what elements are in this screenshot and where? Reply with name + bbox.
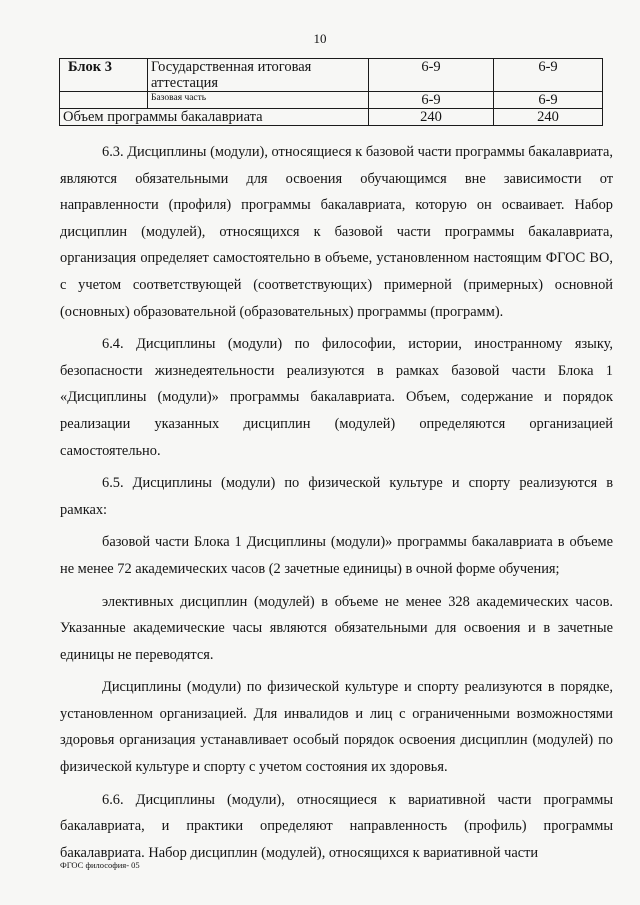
total-credits-cell: 240 — [369, 109, 494, 126]
paragraph-6-5-elective: элективных дисциплин (модулей) в объеме не менее 328 академических часов. Указанные академические часы являются обязательными для освоения и в зачетные единицы не переводятся. — [60, 593, 613, 663]
paragraph-6-4: 6.4. Дисциплины (модули) по философии, истории, иностранному языку, безопасности жизнедеятельности реализуются в рамках базовой части Блока 1 «Дисциплины (модули)» программы бакалавриата. Объем, содержание и порядок реализации указанных дисциплин (модулей) определяются организацией самостоятельно. — [60, 336, 613, 459]
block-cell: Блок 3 — [60, 59, 148, 92]
table-row — [60, 59, 603, 92]
block-name-cell: Базовая часть — [148, 92, 369, 109]
paragraph-6-3: 6.3. Дисциплины (модули), относящиеся к базовой части программы бакалавриата, являются обязательными для освоения обучающимся вне зависимости от направленности (профиля) программы бакалавриата, которую он осваивает. Набор дисциплин (модулей), относящихся к базовой части программы бакалавриата, организация определяет самостоятельно в объеме, установленном настоящим ФГОС ВО, с учетом соответствующей (соответствующих) примерной (примерных) основной (основных) образовательной (образовательных) программы (программ). — [60, 144, 613, 320]
credits-cell: 6-9 — [494, 59, 603, 92]
credits-cell: 6-9 — [369, 92, 494, 109]
block-cell — [60, 92, 148, 109]
document-body — [60, 139, 613, 866]
credits-table — [59, 58, 603, 126]
credits-cell: 6-9 — [494, 92, 603, 109]
table-total-row — [60, 109, 603, 126]
footer-note: ФГОС философия- 05 — [60, 860, 140, 870]
block-name-cell: Государственная итоговая аттестация — [148, 59, 369, 92]
paragraph-6-5-basic: базовой части Блока 1 Дисциплины (модули)» программы бакалавриата в объеме не менее 72 академических часов (2 зачетные единицы) в очной форме обучения; — [60, 534, 613, 577]
total-label-cell: Объем программы бакалавриата — [60, 109, 369, 126]
paragraph-6-5: 6.5. Дисциплины (модули) по физической культуре и спорту реализуются в рамках: — [60, 475, 613, 518]
table-row — [60, 92, 603, 109]
credits-cell: 6-9 — [369, 59, 494, 92]
paragraph-6-6: 6.6. Дисциплины (модули), относящиеся к вариативной части программы бакалавриата, и практики определяют направленность (профиль) программы бакалавриата. Набор дисциплин (модулей), относящихся к вариативной части — [60, 791, 613, 861]
paragraph-6-5-order: Дисциплины (модули) по физической культуре и спорту реализуются в порядке, установленном организацией. Для инвалидов и лиц с ограниченными возможностями здоровья организация устанавливает особый порядок освоения дисциплин (модулей) по физической культуре и спорту с учетом состояния их здоровья. — [60, 679, 613, 776]
page-number: 10 — [313, 31, 327, 46]
total-credits-cell: 240 — [494, 109, 603, 126]
